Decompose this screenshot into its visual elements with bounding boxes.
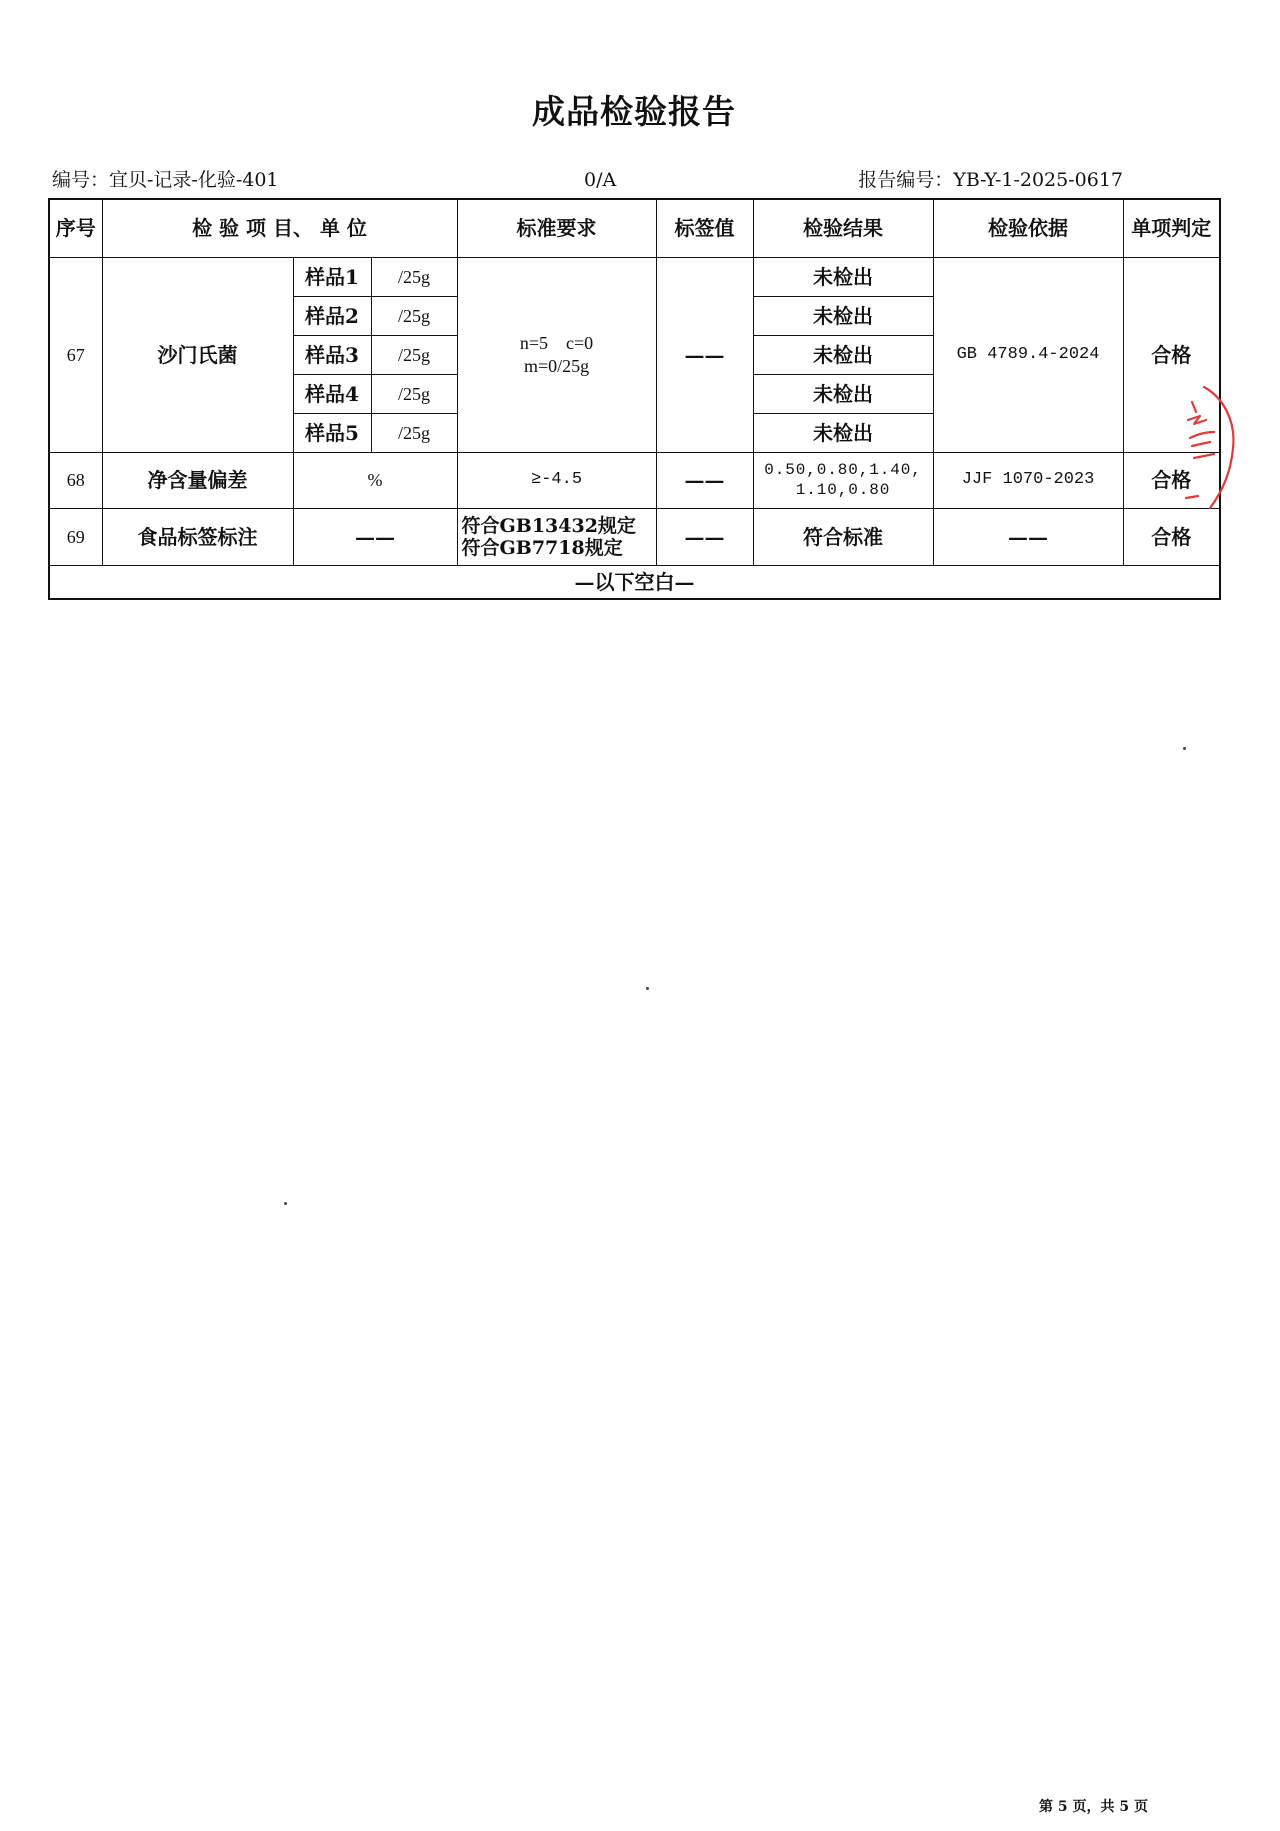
header-seq: 序号 xyxy=(49,199,102,257)
row-result: 符合标准 xyxy=(753,508,933,565)
report-title: 成品检验报告 xyxy=(532,92,736,131)
table-header-row xyxy=(49,199,1220,257)
page-number: 第 5 页，共 5 页 xyxy=(1039,1799,1148,1815)
header-verdict: 单项判定 xyxy=(1123,199,1220,257)
sample-result: 未检出 xyxy=(753,374,933,413)
row-verdict: 合格 xyxy=(1123,257,1220,452)
row-unit: —— xyxy=(293,508,457,565)
row-verdict: 合格 xyxy=(1123,452,1220,508)
report-number: 报告编号：YB-Y-1-2025-0617 xyxy=(858,169,1123,191)
row-basis: GB 4789.4-2024 xyxy=(933,257,1123,452)
header-basis: 检验依据 xyxy=(933,199,1123,257)
sample-name: 样品3 xyxy=(293,335,371,374)
sample-name: 样品1 xyxy=(293,257,371,296)
sample-unit: /25g xyxy=(371,257,457,296)
row-standard: ≥-4.5 xyxy=(457,452,656,508)
row-basis: —— xyxy=(933,508,1123,565)
sample-result: 未检出 xyxy=(753,335,933,374)
table-row xyxy=(49,508,1220,565)
row-label-value: —— xyxy=(656,452,753,508)
standard-line: m=0/25g xyxy=(523,355,590,376)
record-number: 编号：宜贝-记录-化验-401 xyxy=(52,169,279,191)
header-result: 检验结果 xyxy=(753,199,933,257)
row-item: 沙门氏菌 xyxy=(102,257,293,452)
header-standard: 标准要求 xyxy=(457,199,656,257)
scan-speck xyxy=(646,987,649,990)
row-unit: % xyxy=(293,452,457,508)
standard-line: 符合GB13432规定 xyxy=(461,514,636,537)
row-item: 净含量偏差 xyxy=(102,452,293,508)
table-row xyxy=(49,452,1220,508)
row-standard xyxy=(457,508,656,565)
sample-name: 样品2 xyxy=(293,296,371,335)
sample-unit: /25g xyxy=(371,296,457,335)
row-seq: 67 xyxy=(49,257,102,452)
header-label-value: 标签值 xyxy=(656,199,753,257)
row-result: 0.50,0.80,1.40,1.10,0.80 xyxy=(753,452,933,508)
standard-line: 符合GB7718规定 xyxy=(461,536,623,559)
row-verdict: 合格 xyxy=(1123,508,1220,565)
sample-unit: /25g xyxy=(371,413,457,452)
row-standard xyxy=(457,257,656,452)
row-seq: 69 xyxy=(49,508,102,565)
sample-result: 未检出 xyxy=(753,257,933,296)
revision-code: 0/A xyxy=(584,169,617,191)
inspection-table xyxy=(48,198,1221,600)
row-item: 食品标签标注 xyxy=(102,508,293,565)
blank-below-note: —以下空白— xyxy=(49,565,1220,599)
sample-unit: /25g xyxy=(371,374,457,413)
table-end-row xyxy=(49,565,1220,599)
row-label-value: —— xyxy=(656,257,753,452)
row-label-value: —— xyxy=(656,508,753,565)
sample-name: 样品5 xyxy=(293,413,371,452)
header-item-unit: 检 验 项 目、 单 位 xyxy=(102,199,457,257)
row-seq: 68 xyxy=(49,452,102,508)
scan-speck xyxy=(284,1202,287,1205)
table-row xyxy=(49,257,1220,296)
scan-speck xyxy=(1183,747,1186,750)
sample-name: 样品4 xyxy=(293,374,371,413)
standard-line: n=5 c=0 xyxy=(519,332,594,353)
row-basis: JJF 1070-2023 xyxy=(933,452,1123,508)
sample-result: 未检出 xyxy=(753,296,933,335)
sample-result: 未检出 xyxy=(753,413,933,452)
sample-unit: /25g xyxy=(371,335,457,374)
